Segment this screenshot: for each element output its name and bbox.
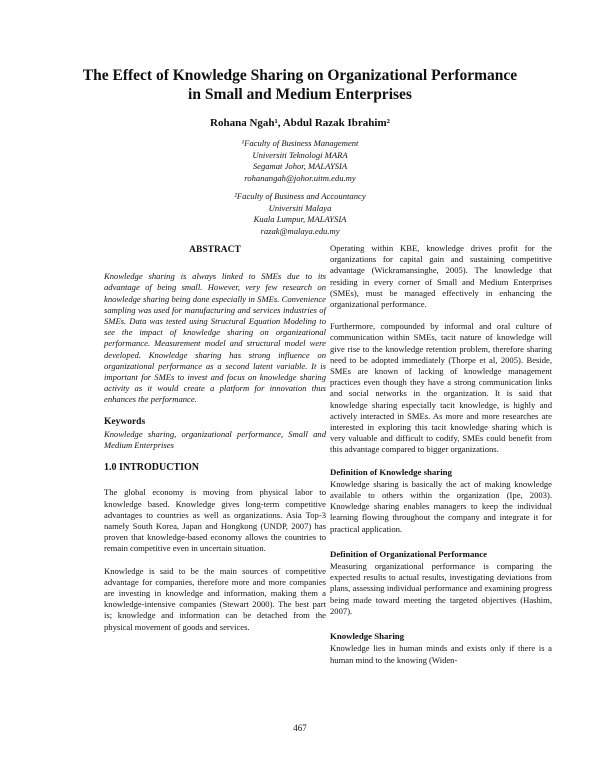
affiliation-2-email: razak@malaya.edu.my xyxy=(260,225,340,236)
affiliation-1-email: rohanangah@johor.uitm.edu.my xyxy=(244,172,356,183)
subsection-heading: Definition of Organizational Performance xyxy=(330,548,488,559)
subsection-body: Knowledge lies in human minds and exists only if there is a human mind to the knowing (Widen- xyxy=(330,643,552,665)
keywords-heading: Keywords xyxy=(104,416,146,427)
paper-title xyxy=(60,66,540,104)
abstract-heading: ABSTRACT xyxy=(189,245,241,255)
affiliation-1-line: Universiti Teknologi MARA xyxy=(252,149,348,160)
affiliation-2 xyxy=(160,191,440,237)
right-column xyxy=(330,243,552,666)
subsection-body: Knowledge sharing is basically the act of making knowledge available to others within the organization (Ipe, 2003). Knowledge sharing enables managers to keep the individual learning flowing throughout the company and integrate it for practical application. xyxy=(330,478,552,534)
affiliation-2-line: ²Faculty of Business and Accountancy xyxy=(234,191,366,201)
title-line-1: The Effect of Knowledge Sharing on Organizational Performance xyxy=(82,67,518,84)
abstract-text: Knowledge sharing is always linked to SMEs due to its advantage of being small. However, very few research on knowledge sharing being done especially in SMEs. Convenience sampling was used for manufacturing and services industries of SMEs. Data was tested using Structural Equation Modeling to see the impact of knowledge sharing on organizational performance. Measurement model and structural model were developed. Knowledge sharing has strong influence on organizational performance as a second latent variable. It is important for SMEs to invest and focus on knowledge sharing activity as it would create a platform for innovation thus enhances the performance. xyxy=(104,271,326,405)
keywords-text: Knowledge sharing, organizational performance, Small and Medium Enterprises xyxy=(104,428,326,451)
subsection-heading: Definition of Knowledge sharing xyxy=(330,466,452,477)
body-paragraph: Operating within KBE, knowledge drives profit for the organizations for capital gain and sustaining competitive advantage (Wickramansinghe, 2005). The knowledge that residing in every corner of Small and Medium Enterprises (SMEs), must be managed effectively in enhancing the organizational performance. xyxy=(330,243,552,310)
subsection-body: Measuring organizational performance is comparing the expected results to actual results, investigating deviations from plans, assessing individual performance and examining progress being made toward meeting the targeted objectives (Hashim, 2007). xyxy=(330,561,552,616)
affiliation-2-line: Universiti Malaya xyxy=(268,202,332,213)
left-column xyxy=(104,243,326,644)
title-line-2: in Small and Medium Enterprises xyxy=(188,86,412,103)
body-paragraph: Furthermore, compounded by informal and oral culture of communication within SMEs, tacit nature of knowledge will give rise to the knowledge retention problem, therefore sharing need to be adopted immediately (Thorpe et al, 2005). Beside, SMEs are known of lacking of knowledge management practices even though they have a strong communication links and social networks in the organization. It is said that knowledge sharing especially tacit knowledge, is highly and actively interacted in SMEs. As more and more researches are interested in exploring this tacit knowledge sharing which is very valuable and difficult to codify, SMEs could benefit from this advantage compared to bigger organizations. xyxy=(330,321,552,455)
introduction-paragraph: The global economy is moving from physical labor to knowledge based. Knowledge gives long-term competitive advantages to countries as well as organizations. Asia Top-3 namely South Korea, Japan and Hongkong (UNDP, 2007) has proven that knowledge-based economy allows the countries to remain competitive even in uncertain situation. xyxy=(104,487,326,554)
introduction-heading: 1.0 INTRODUCTION xyxy=(104,462,200,474)
introduction-paragraph: Knowledge is said to be the main sources of competitive advantage for companies, therefore more and more companies are investing in knowledge and information, making them a knowledge-intensive companies (Stewart 2000). The best part is; knowledge and information can be detached from the physical movement of goods and services. xyxy=(104,565,326,632)
affiliation-1-line: Segamat Johor, MALAYSIA xyxy=(252,161,348,172)
author-list: Rohana Ngah¹, Abdul Razak Ibrahim² xyxy=(210,117,390,129)
affiliation-2-line: Kuala Lumpur, MALAYSIA xyxy=(253,214,347,225)
subsection-heading: Knowledge Sharing xyxy=(330,631,405,642)
affiliation-1 xyxy=(160,138,440,184)
page-number: 467 xyxy=(293,723,307,733)
affiliation-1-line: ¹Faculty of Business Management xyxy=(241,138,359,148)
